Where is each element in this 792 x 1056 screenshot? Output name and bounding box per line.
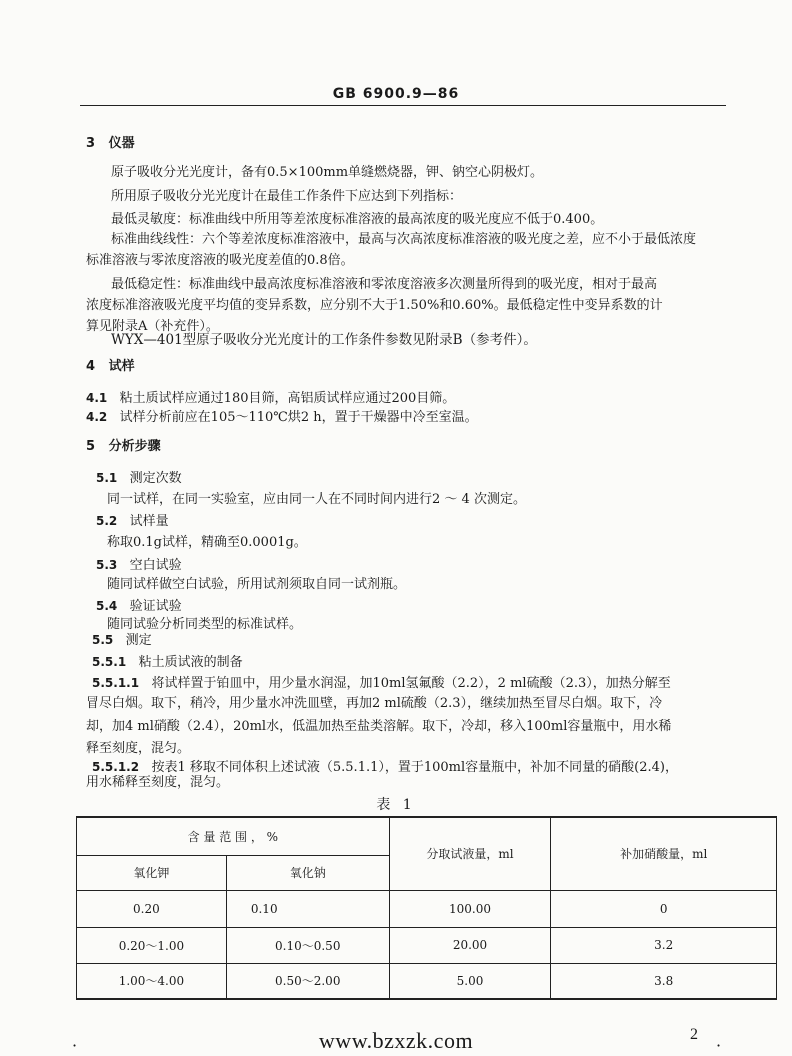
paragraph: 冒尽白烟。取下，稍冷，用少量水冲洗皿壁，再加2 ml硫酸（2.3），继续加热至冒尽白烟。取下，冷 [86, 696, 663, 711]
section-3-heading [86, 135, 135, 153]
paragraph: 释至刻度，混匀。 [86, 741, 191, 756]
website-watermark: www.bzxzk.com [318, 1028, 474, 1053]
clause-number: 5.3 [96, 558, 118, 572]
clause-heading [96, 469, 182, 488]
clause-text: 粘土质试样应通过180目筛，高铝质试样应通过200目筛。 [119, 391, 456, 406]
paragraph: 标准溶液与零浓度溶液的吸光度差值的0.8倍。 [86, 253, 354, 268]
table-caption: 表 1 [376, 797, 416, 813]
table-cell: 0 [551, 890, 777, 927]
table-cell: 5.00 [389, 963, 551, 999]
section-title: 分析步骤 [108, 439, 161, 454]
clause-heading [96, 512, 169, 531]
table-cell: 20.00 [389, 927, 551, 963]
table-header-volume: 分取试液量，ml [389, 817, 551, 890]
paragraph: 最低灵敏度：标准曲线中所用等差浓度标准溶液的最高浓度的吸光度应不低于0.400。 [111, 212, 604, 227]
clause-number: 5.1 [96, 471, 118, 485]
clause-heading [96, 597, 182, 616]
clause-number: 4.1 [86, 391, 108, 405]
table-cell: 0.10 [226, 890, 389, 927]
table-cell: 3.2 [551, 927, 777, 963]
paragraph [92, 674, 671, 693]
table-cell: 0.20 [77, 890, 227, 927]
clause-title: 试样量 [129, 514, 169, 529]
section-number: 4 [86, 359, 96, 374]
clause-text: 将试样置于铂皿中，用少量水润湿，加10ml氢氟酸（2.2），2 ml硫酸（2.3），加热分解至 [151, 676, 671, 691]
clause-heading [92, 631, 152, 650]
clause-title: 空白试验 [129, 558, 182, 573]
clause-title: 验证试验 [129, 599, 182, 614]
paragraph: 浓度标准溶液吸光度平均值的变异系数，应分别不大于1.50%和0.60%。最低稳定性中变异系数的计 [86, 298, 663, 313]
page-number: 2 [690, 1026, 698, 1043]
scan-speck: · [72, 1036, 78, 1055]
paragraph: 最低稳定性：标准曲线中最高浓度标准溶液和零浓度溶液多次测量所得到的吸光度，相对于最高 [111, 277, 658, 292]
clause-number: 5.2 [96, 514, 118, 528]
table-header-na2o: 氧化钠 [226, 855, 389, 890]
clause-text: 试样分析前应在105～110℃烘2 h，置于干燥器中冷至室温。 [119, 410, 478, 425]
paragraph: 标准曲线线性：六个等差浓度标准溶液中，最高与次高浓度标准溶液的吸光度之差，应不小于最低浓度 [111, 232, 697, 247]
section-title: 试样 [108, 359, 135, 374]
table-row [77, 890, 777, 927]
clause-text: 按表1 移取不同体积上述试液（5.5.1.1），置于100ml容量瓶中，补加不同量的硝酸(2.4)， [151, 760, 678, 775]
clause-number: 5.5.1 [92, 655, 127, 669]
paragraph: 随同试验分析同类型的标准试样。 [107, 617, 303, 632]
standard-header: GB 6900.9—86 [332, 86, 460, 102]
section-5-heading [86, 438, 161, 456]
list-item [86, 408, 478, 427]
scan-speck: · [716, 1036, 722, 1055]
clause-title: 粘土质试液的制备 [138, 655, 243, 670]
clause-heading [96, 556, 182, 575]
clause-title: 测定次数 [129, 471, 182, 486]
section-number: 5 [86, 439, 96, 454]
paragraph: 随同试样做空白试验，所用试剂须取自同一试剂瓶。 [107, 577, 407, 592]
table-header-nitric: 补加硝酸量，ml [551, 817, 777, 890]
section-number: 3 [86, 136, 96, 151]
header-rule [80, 105, 726, 106]
list-item [86, 389, 455, 408]
clause-title: 测定 [125, 633, 152, 648]
paragraph: 所用原子吸收分光光度计在最佳工作条件下应达到下列指标： [111, 189, 463, 204]
section-4-heading [86, 358, 135, 376]
paragraph: WYX—401型原子吸收分光光度计的工作条件参数见附录B（参考件）。 [111, 332, 537, 348]
table-header-content-range: 含 量 范 围 ， % [77, 817, 390, 855]
clause-number: 5.4 [96, 599, 118, 613]
table-cell: 0.50～2.00 [226, 963, 389, 999]
paragraph: 原子吸收分光光度计，备有0.5×100mm单缝燃烧器，钾、钠空心阴极灯。 [111, 165, 544, 180]
paragraph: 称取0.1g试样，精确至0.0001g。 [107, 535, 307, 550]
table-cell: 0.10～0.50 [226, 927, 389, 963]
data-table [76, 816, 777, 1000]
clause-number: 5.5.1.1 [92, 676, 140, 690]
table-header-k2o: 氧化钾 [77, 855, 227, 890]
table-cell: 100.00 [389, 890, 551, 927]
table-row [77, 927, 777, 963]
paragraph: 同一试样，在同一实验室，应由同一人在不同时间内进行2 ～ 4 次测定。 [107, 492, 526, 507]
table-cell: 3.8 [551, 963, 777, 999]
table-cell: 1.00～4.00 [77, 963, 227, 999]
table-row [77, 963, 777, 999]
table-cell: 0.20～1.00 [77, 927, 227, 963]
paragraph: 算见附录A（补充件）。 [86, 319, 219, 334]
clause-number: 4.2 [86, 410, 108, 424]
clause-heading [92, 653, 243, 672]
clause-number: 5.5.1.2 [92, 760, 140, 774]
paragraph: 却，加4 ml硝酸（2.4），20ml水，低温加热至盐类溶解。取下，冷却，移入100ml容量瓶中，用水稀 [86, 719, 672, 734]
paragraph: 用水稀释至刻度，混匀。 [86, 775, 230, 790]
clause-number: 5.5 [92, 633, 114, 647]
section-title: 仪器 [108, 136, 135, 151]
